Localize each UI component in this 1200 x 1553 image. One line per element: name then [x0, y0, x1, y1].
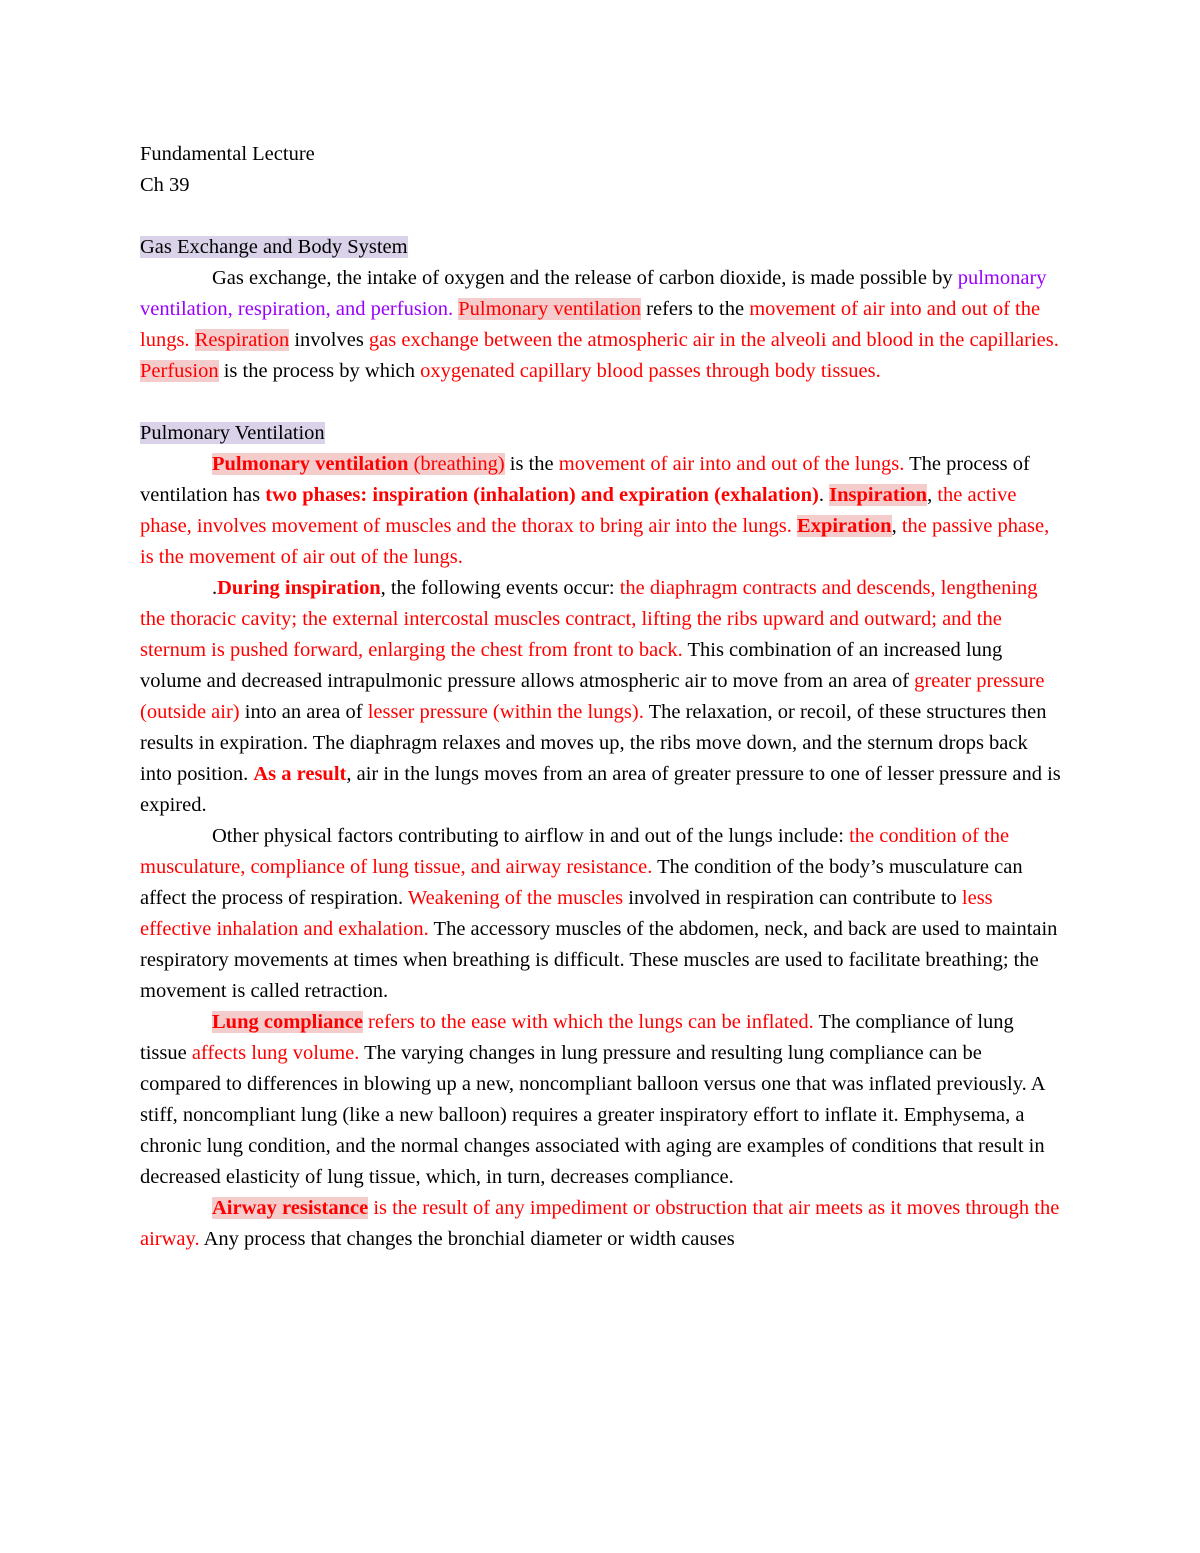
document-page	[140, 139, 1062, 1255]
gas-exchange-paragraph: Gas exchange, the intake of oxygen and the release of carbon dioxide, is made possible by pulmonary ventilation, respiration, and perfusion. Pulmonary ventilation refers to the movement of air into and out of the lungs. Respiration involves gas exchange between the atmospheric air in the alveoli and blood in the capillaries. Perfusion is the process by which oxygenated capillary blood passes through body tissues.	[140, 267, 1059, 382]
chapter-label: Ch 39	[140, 174, 190, 196]
blank-line	[140, 201, 1062, 232]
ventilation-paragraph-3: Other physical factors contributing to airflow in and out of the lungs include: the condition of the musculature, compliance of lung tissue, and airway resistance. The condition of the body’s musculature can affect the process of respiration. Weakening of the muscles involved in respiration can contribute to less effective inhalation and exhalation. The accessory muscles of the abdomen, neck, and back are used to maintain respiratory movements at times when breathing is difficult. These muscles are used to facilitate breathing; the movement is called retraction.	[140, 825, 1058, 1002]
document-title: Fundamental Lecture	[140, 143, 315, 165]
ventilation-paragraph-2: .During inspiration, the following events occur: the diaphragm contracts and descends, lengthening the thoracic cavity; the external intercostal muscles contract, lifting the ribs upward and outward; and the sternum is pushed forward, enlarging the chest from front to back. This combination of an increased lung volume and decreased intrapulmonic pressure allows atmospheric air to move from an area of greater pressure (outside air) into an area of lesser pressure (within the lungs). The relaxation, or recoil, of these structures then results in expiration. The diaphragm relaxes and moves up, the ribs move down, and the sternum drops back into position. As a result, air in the lungs moves from an area of greater pressure to one of lesser pressure and is expired.	[140, 577, 1061, 816]
section-heading-pulmonary-ventilation: Pulmonary Ventilation	[140, 422, 325, 444]
blank-line	[140, 387, 1062, 418]
section-heading-gas-exchange: Gas Exchange and Body System	[140, 236, 408, 258]
ventilation-paragraph-4: Lung compliance refers to the ease with which the lungs can be inflated. The compliance of lung tissue affects lung volume. The varying changes in lung pressure and resulting lung compliance can be compared to differences in blowing up a new, noncompliant balloon versus one that was inflated previously. A stiff, noncompliant lung (like a new balloon) requires a greater inspiratory effort to inflate it. Emphysema, a chronic lung condition, and the normal changes associated with aging are examples of conditions that result in decreased elasticity of lung tissue, which, in turn, decreases compliance.	[140, 1011, 1045, 1188]
ventilation-paragraph-5: Airway resistance is the result of any impediment or obstruction that air meets as it moves through the airway. Any process that changes the bronchial diameter or width causes	[140, 1197, 1060, 1250]
ventilation-paragraph-1: Pulmonary ventilation (breathing) is the movement of air into and out of the lungs. The process of ventilation has two phases: inspiration (inhalation) and expiration (exhalation). Inspiration, the active phase, involves movement of muscles and the thorax to bring air into the lungs. Expiration, the passive phase, is the movement of air out of the lungs.	[140, 453, 1050, 568]
